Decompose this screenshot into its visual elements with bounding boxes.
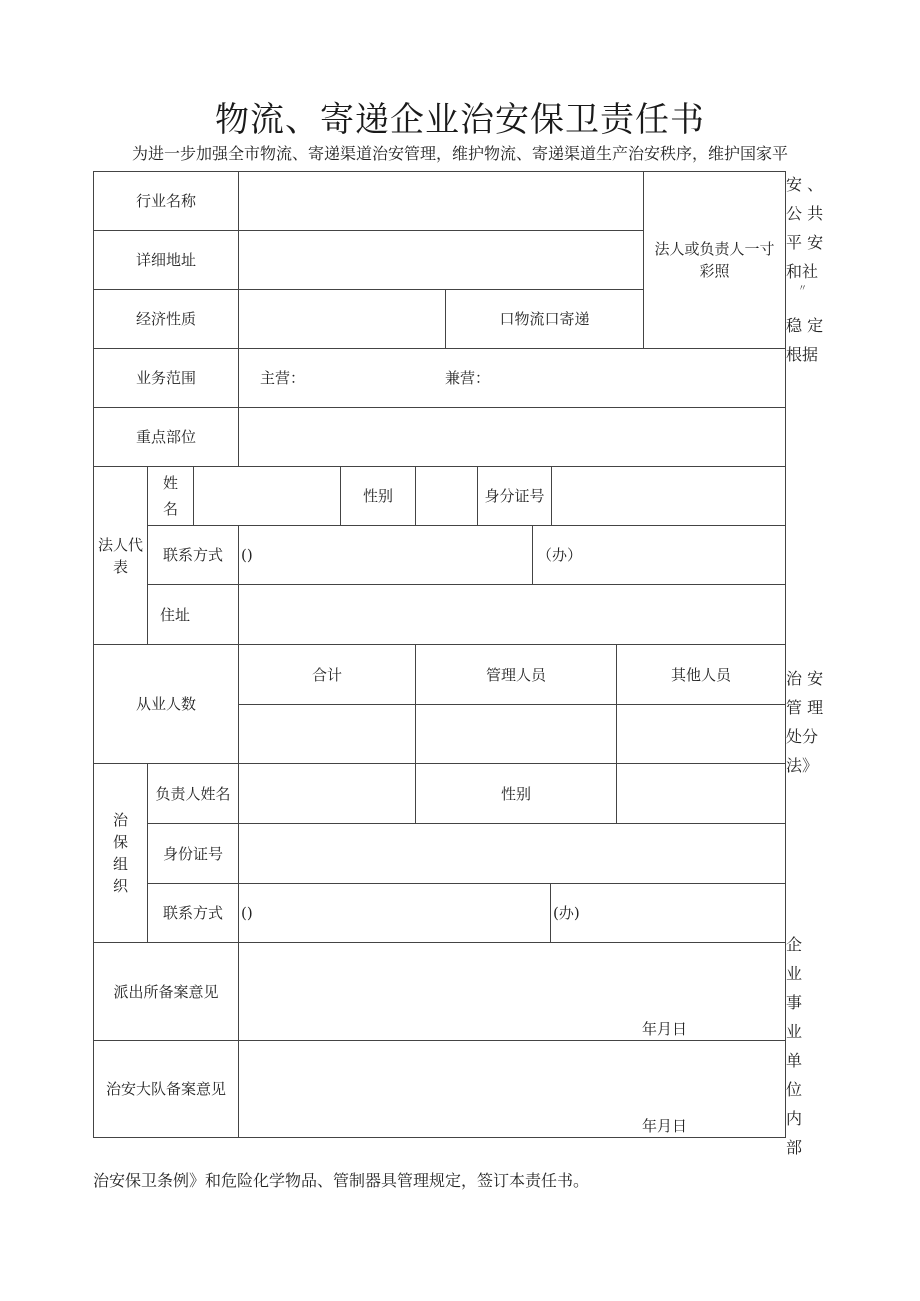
- contact-prefix: (): [241, 546, 253, 564]
- brigade-opinion-input[interactable]: [238, 1040, 786, 1138]
- security-gender-label: 性别: [415, 763, 617, 824]
- scope-input[interactable]: [238, 348, 786, 408]
- residence-input[interactable]: [238, 584, 786, 645]
- side-text-block2: 治 安 管 理 处分 法》: [786, 669, 824, 775]
- managers-input[interactable]: [415, 704, 617, 764]
- address-label: 详细地址: [93, 230, 239, 290]
- legal-rep-label: 法人代表: [93, 466, 148, 645]
- key-areas-label: 重点部位: [93, 407, 239, 467]
- total-label: 合计: [238, 644, 416, 705]
- others-label: 其他人员: [616, 644, 786, 705]
- photo-box: 法人或负责人一寸彩照: [643, 171, 786, 349]
- police-opinion-input[interactable]: [238, 942, 786, 1041]
- side-business-label: 兼营：: [445, 369, 491, 387]
- economy-input[interactable]: [238, 289, 446, 349]
- side-text-mark: 〃: [798, 284, 808, 294]
- id-input[interactable]: [551, 466, 786, 526]
- security-org-label: 治保组织: [93, 763, 148, 943]
- police-opinion-label: 派出所备案意见: [93, 942, 239, 1041]
- security-office-label: (办): [553, 904, 580, 922]
- name-label: 姓名: [147, 466, 194, 526]
- main-business-label: 主营：: [260, 369, 306, 387]
- brigade-date: 年月日: [642, 1117, 688, 1135]
- industry-label: 行业名称: [93, 171, 239, 231]
- head-name-input[interactable]: [238, 763, 416, 824]
- id-label: 身分证号: [477, 466, 552, 526]
- security-gender-input[interactable]: [616, 763, 786, 824]
- contact-input[interactable]: [238, 525, 533, 585]
- security-contact-label: 联系方式: [147, 883, 239, 943]
- side-text-block1: 安 、 公 共 平 安 和社: [786, 175, 824, 281]
- business-type-options[interactable]: 口物流口寄递: [445, 289, 644, 349]
- total-input[interactable]: [238, 704, 416, 764]
- gender-label: 性别: [340, 466, 416, 526]
- residence-label: 住址: [147, 584, 239, 645]
- name-input[interactable]: [193, 466, 341, 526]
- footer-text: 治安保卫条例》和危险化学物品、管制器具管理规定，签订本责任书。: [93, 1171, 590, 1190]
- managers-label: 管理人员: [415, 644, 617, 705]
- staff-count-label: 从业人数: [93, 644, 239, 764]
- office-label: （办）: [537, 546, 583, 564]
- intro-paragraph: 为进一步加强全市物流、寄递渠道治安管理，维护物流、寄递渠道生产治安秩序，维护国家平: [132, 144, 789, 163]
- side-text-block1-tail: 稳 定 根据: [786, 316, 824, 364]
- gender-input[interactable]: [415, 466, 478, 526]
- brigade-opinion-label: 治安大队备案意见: [93, 1040, 239, 1138]
- security-contact-prefix: (): [241, 904, 253, 922]
- security-id-label: 身份证号: [147, 823, 239, 884]
- economy-label: 经济性质: [93, 289, 239, 349]
- security-office-input[interactable]: [550, 883, 786, 943]
- key-areas-input[interactable]: [238, 407, 786, 467]
- others-input[interactable]: [616, 704, 786, 764]
- address-input[interactable]: [238, 230, 644, 290]
- document-title: 物流、寄递企业治安保卫责任书: [215, 100, 705, 140]
- head-name-label: 负责人姓名: [147, 763, 239, 824]
- scope-label: 业务范围: [93, 348, 239, 408]
- side-text-block3: 企 业 事 业 单 位 内 部: [786, 935, 803, 1157]
- police-date: 年月日: [642, 1020, 688, 1038]
- security-id-input[interactable]: [238, 823, 786, 884]
- contact-label: 联系方式: [147, 525, 239, 585]
- industry-input[interactable]: [238, 171, 644, 231]
- security-contact-input[interactable]: [238, 883, 551, 943]
